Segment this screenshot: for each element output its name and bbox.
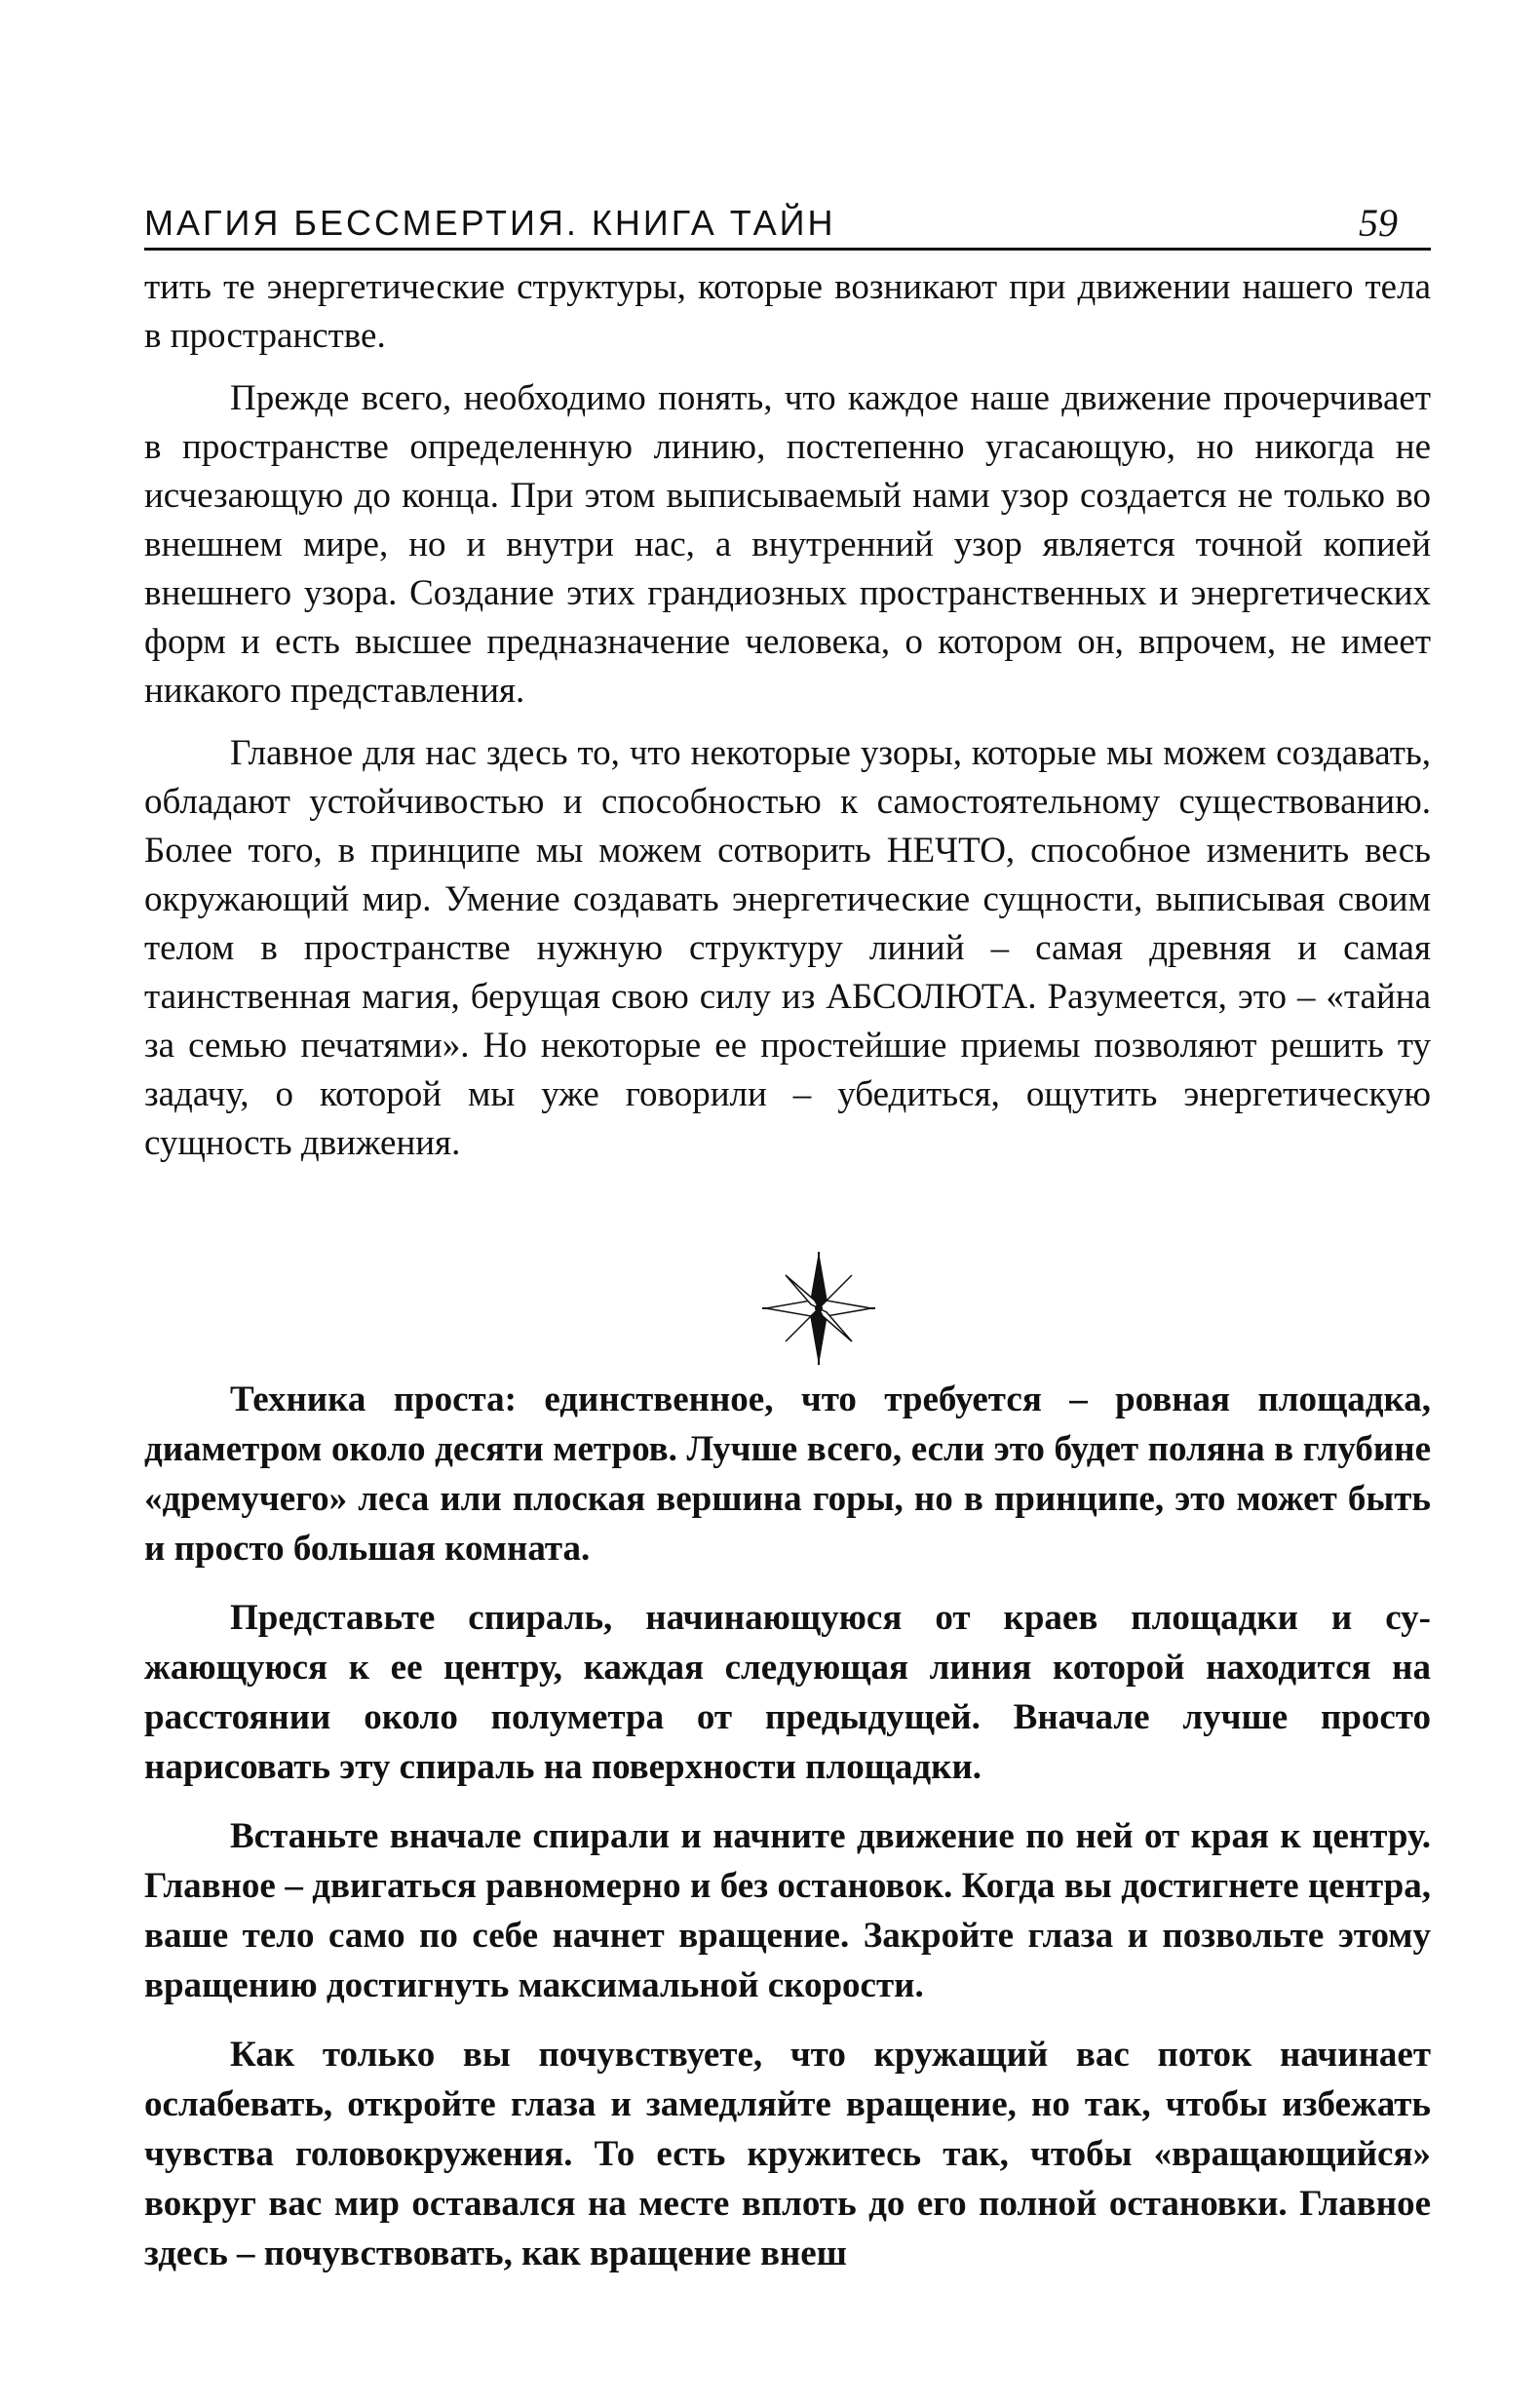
book-title: МАГИЯ БЕССМЕРТИЯ. КНИГА ТАЙН bbox=[144, 203, 836, 243]
instruction-paragraph: Как только вы почувствуете, что кружащий вас поток начинает ослабевать, откройте глаза и замедляйте вращение, но так, чтобы избежать чувства головокружения. То есть кружитесь так, чтобы «вращающийся» вокруг вас мир оставался на месте вплоть до его полной остановки. Главное здесь – почувствовать, как вращение внеш bbox=[144, 2035, 1431, 2273]
paragraph: Прежде всего, необходимо понять, что каждое наше движение прочерчивает в пространстве определенную линию, постепенно угасающую, но никогда не исчезающую до конца. При этом выписываемый нами узор создается не только во внешнем мире, но и внутри нас, а внутренний узор является точной копией внешнего узора. Создание этих грандиозных пространственных и энергетических форм и есть высшее предназначение человека, о котором он, впрочем, не имеет никакого представления. bbox=[144, 378, 1431, 711]
instruction-paragraph: Техника проста: единственное, что требуется – ровная площадка, диаметром около десяти метров. Лучше всего, если это будет поляна в глубине «дремучего» леса или плоская вершина горы, но в принципе, это может быть и просто большая комната. bbox=[144, 1379, 1431, 1569]
paragraph-continuation: тить те энергетические структуры, которые возникают при движении нашего тела в пространстве. bbox=[144, 267, 1431, 356]
paragraph: Главное для нас здесь то, что некоторые узоры, которые мы можем создавать, обладают устойчивостью и способностью к самостоятельному существованию. Более того, в принципе мы можем сотворить НЕЧТО, способное изменить весь окружающий мир. Умение создавать энергетические сущности, выписывая своим телом в пространстве нужную структуру линий – самая древняя и самая таинственная магия, берущая свою силу из АБСОЛЮТА. Разумеется, это – «тайна за семью печатями». Но некоторые ее простейшие приемы позволяют решить ту задачу, о которой мы уже говорили – убедиться, ощутить энергетическую сущность движения. bbox=[144, 733, 1431, 1163]
page-number: 59 bbox=[1359, 201, 1398, 245]
body-text bbox=[144, 263, 1431, 1182]
instruction-paragraph: Представьте спираль, начинающуюся от краев площадки и сужающуюся к ее центру, каждая следующая линия которой находится на расстоянии около полуметра от предыдущей. Вначале лучше просто нарисовать эту спираль на поверхности площадки. bbox=[144, 1598, 1431, 1787]
compass-star-icon bbox=[760, 1250, 877, 1367]
running-header bbox=[144, 199, 1431, 251]
instructions-text bbox=[144, 1375, 1431, 2298]
instruction-paragraph: Встаньте вначале спирали и начните движение по ней от края к центру. Главное – двигаться равномерно и без остановок. Когда вы достигнете центра, ваше тело само по себе начнет вращение. Закройте глаза и позвольте этому вращению достигнуть максимальной скорости. bbox=[144, 1816, 1431, 2005]
